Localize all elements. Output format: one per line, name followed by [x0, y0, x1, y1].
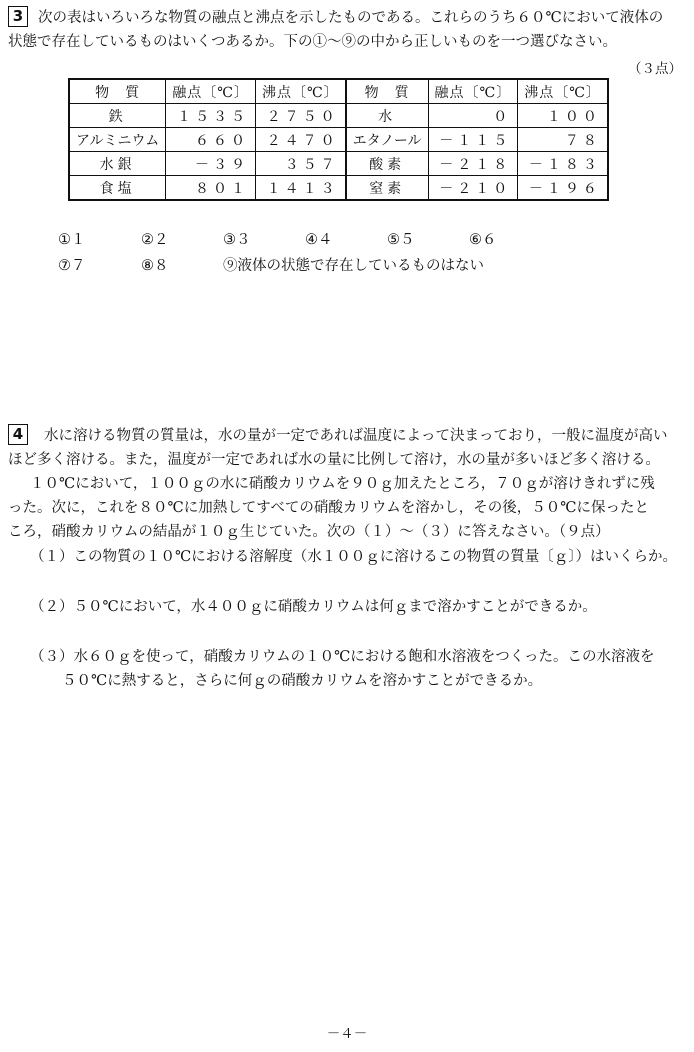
table-cell: ０ — [428, 104, 518, 128]
question-3-text-line-1: 次の表はいろいろな物質の融点と沸点を示したものである。これらのうち６０℃において液体の — [38, 10, 664, 26]
table-cell: ３５７ — [255, 152, 345, 176]
question-4-number: 4 — [8, 424, 28, 445]
table-cell: －１８３ — [518, 152, 608, 176]
sub-question-1: （１）この物質の１０℃における溶解度（水１００ｇに溶けるこの物質の質量〔ｇ〕）はいくらか。 — [30, 549, 677, 565]
melting-boiling-point-table — [68, 78, 609, 201]
table-cell: －１９６ — [518, 176, 608, 201]
choice-8: ⑧８ — [141, 258, 169, 274]
sub-question-3-line-2: ５０℃に熱すると，さらに何ｇの硝酸カリウムを溶かすことができるか。 — [62, 673, 543, 689]
choice-7: ⑦７ — [58, 258, 86, 274]
table-row — [69, 152, 608, 176]
question-4-text-line-3: １０℃において，１００ｇの水に硝酸カリウムを９０ｇ加えたところ，７０ｇが溶けきれずに残 — [30, 476, 655, 492]
table-row — [69, 128, 608, 152]
choice-4: ④４ — [305, 232, 333, 248]
table-cell: 窒素 — [346, 176, 428, 201]
table-cell: 酸素 — [346, 152, 428, 176]
table-header: 物 質 — [346, 79, 428, 104]
table-row — [69, 104, 608, 128]
question-4-text-line-2: ほど多く溶ける。また，温度が一定であれば水の量に比例して溶け，水の量が多いほど多く溶ける。 — [8, 452, 660, 468]
question-3-points: （３点） — [628, 61, 682, 77]
question-4-text-line-1: 水に溶ける物質の質量は，水の量が一定であれば温度によって決まっており，一般に温度が高い — [44, 428, 668, 444]
table-cell: ６６０ — [166, 128, 256, 152]
table-header: 融点〔℃〕 — [428, 79, 518, 104]
sub-question-2: （２）５０℃において，水４００ｇに硝酸カリウムは何ｇまで溶かすことができるか。 — [30, 599, 597, 615]
table-cell: －２１８ — [428, 152, 518, 176]
table-header: 沸点〔℃〕 — [255, 79, 345, 104]
choice-2: ②２ — [141, 232, 169, 248]
table-cell: １００ — [518, 104, 608, 128]
question-3-number: 3 — [8, 6, 28, 27]
table-cell: １５３５ — [166, 104, 256, 128]
choice-9: ⑨液体の状態で存在しているものはない — [223, 258, 484, 274]
table-cell: －３９ — [166, 152, 256, 176]
choice-3: ③３ — [223, 232, 251, 248]
table-cell: －２１０ — [428, 176, 518, 201]
question-3-text-line-2: 状態で存在しているものはいくつあるか。下の①～⑨の中から正しいものを一つ選びなさい。 — [8, 34, 617, 50]
table-header: 沸点〔℃〕 — [518, 79, 608, 104]
table-cell: ２７５０ — [255, 104, 345, 128]
table-cell: エタノール — [346, 128, 428, 152]
table-cell: アルミニウム — [69, 128, 166, 152]
question-4-text-line-4: った。次に，これを８０℃に加熱してすべての硝酸カリウムを溶かし，その後，５０℃に保ったと — [8, 500, 650, 516]
sub-question-3-line-1: （３）水６０ｇを使って，硝酸カリウムの１０℃における飽和水溶液をつくった。この水溶液を — [30, 649, 655, 665]
page-number: －４－ — [326, 1026, 368, 1042]
choice-5: ⑤５ — [387, 232, 415, 248]
table-cell: ７８ — [518, 128, 608, 152]
table-cell: 鉄 — [69, 104, 166, 128]
table-cell: １４１３ — [255, 176, 345, 201]
table-header: 物 質 — [69, 79, 166, 104]
table-cell: 水 — [346, 104, 428, 128]
table-cell: 水銀 — [69, 152, 166, 176]
table-cell: 食塩 — [69, 176, 166, 201]
choice-1: ①１ — [58, 232, 86, 248]
choice-6: ⑥６ — [469, 232, 497, 248]
table-header-row — [69, 79, 608, 104]
question-4-text-line-5: ころ，硝酸カリウムの結晶が１０ｇ生じていた。次の（１）～（３）に答えなさい。（９点） — [8, 524, 610, 540]
table-row — [69, 176, 608, 201]
table-cell: －１１５ — [428, 128, 518, 152]
table-cell: ８０１ — [166, 176, 256, 201]
table-cell: ２４７０ — [255, 128, 345, 152]
table-header: 融点〔℃〕 — [166, 79, 256, 104]
